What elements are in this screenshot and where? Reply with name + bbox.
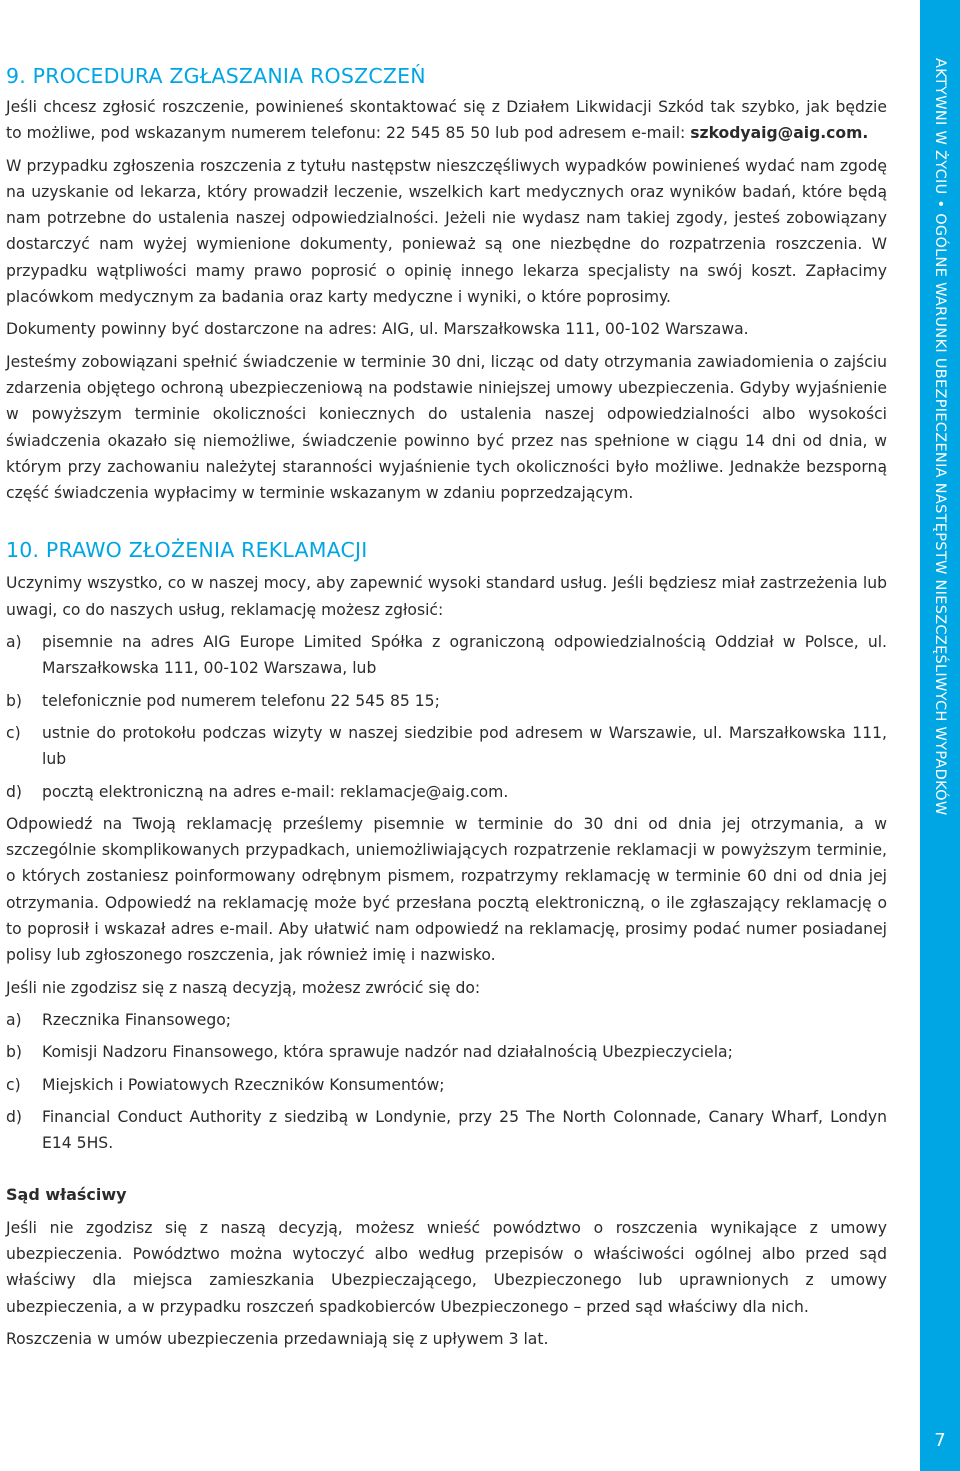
list-item [6, 1039, 887, 1065]
list-letter: b) [6, 691, 22, 710]
list-item [6, 720, 887, 773]
page-number: 7 [934, 1430, 946, 1451]
list-text: Komisji Nadzoru Finansowego, która sprawuje nadzór nad działalnością Ubezpieczyciela; [42, 1043, 733, 1062]
list-letter: a) [6, 1010, 22, 1029]
section-9-paragraph-2: W przypadku zgłoszenia roszczenia z tytułu następstw nieszczęśliwych wypadków powinieneś wydać nam zgodę na uzyskanie od lekarza, który prowadził leczenie, wszelkich kart medycznych oraz wyników badań, które będą nam potrzebne do ustalenia naszej odpowiedzialności. Jeżeli nie wydasz nam takiej zgody, jesteś zobowiązany dostarczyć nam wyżej wymienione dokumenty, ponieważ są one niezbędne do rozpatrzenia roszczenia. W przypadku wątpliwości mamy prawo poprosić o opinię innego lekarza specjalisty na swój koszt. Zapłacimy placówkom medycznym za badania oraz karty medyczne i wyniki, o które poprosimy. [6, 156, 887, 307]
section-10-intro: Uczynimy wszystko, co w naszej mocy, aby zapewnić wysoki standard usług. Jeśli będziesz miał zastrzeżenia lub uwagi, co do naszych usług, reklamację możesz zgłosić: [6, 574, 887, 619]
section-10-response-paragraph: Odpowiedź na Twoją reklamację prześlemy pisemnie w terminie do 30 dni od dnia jej otrzymania, a w szczególnie skomplikowanych przypadkach, uniemożliwiających rozpatrzenie reklamacji w powyższym terminie, o których zostaniesz poinformowany odrębnym pismem, rozpatrzymy reklamację w terminie 60 dni od dnia jej otrzymania. Odpowiedź na reklamację może być przesłana pocztą elektroniczną, o ile zgłaszający reklamację o to poprosił i wskazał adres e-mail. Aby ułatwić nam odpowiedź na reklamację, prosimy podać numer posiadanej polisy lub zgłoszonego roszczenia, jak również imię i nazwisko. [6, 814, 887, 965]
claims-email: szkodyaig@aig.com. [690, 124, 869, 143]
court-paragraph-2: Roszczenia w umów ubezpieczenia przedawniają się z upływem 3 lat. [6, 1329, 549, 1348]
section-9-paragraph-1 [6, 94, 887, 147]
appeal-bodies-list [6, 1007, 887, 1156]
list-letter: c) [6, 1075, 21, 1094]
list-text: telefonicznie pod numerem telefonu 22 545 85 15; [42, 691, 440, 710]
section-10-heading: 10. PRAWO ZŁOŻENIA REKLAMACJI [6, 538, 368, 563]
list-letter: d) [6, 782, 22, 801]
list-item [6, 779, 887, 805]
list-text: Financial Conduct Authority z siedzibą w Londynie, przy 25 The North Colonnade, Canary Wharf, Londyn E14 5HS. [42, 1107, 887, 1153]
list-text: Miejskich i Powiatowych Rzeczników Konsumentów; [42, 1075, 445, 1094]
list-text: pisemnie na adres AIG Europe Limited Spółka z ograniczoną odpowiedzialnością Oddział w Polsce, ul. Marszałkowska 111, 00-102 Warszawa, lub [42, 633, 887, 678]
list-text: pocztą elektroniczną na adres e-mail: reklamacje@aig.com. [42, 782, 509, 801]
section-9-paragraph-4: Jesteśmy zobowiązani spełnić świadczenie w terminie 30 dni, licząc od daty otrzymania zawiadomienia o zajściu zdarzenia objętego ochroną ubezpieczeniową na podstawie niniejszej umowy ubezpieczenia. Gdyby wyjaśnienie w powyższym terminie okoliczności koniecznych do ustalenia naszej odpowiedzialności albo wysokości świadczenia okazało się niemożliwe, świadczenie powinno być przez nas spełnione w ciągu 14 dni od dnia, w którym przy zachowaniu należytej staranności wyjaśnienie tych okoliczności było możliwe. Jednakże bezsporną część świadczenia wypłacimy w terminie wskazanym w zdaniu poprzedzającym. [6, 352, 887, 503]
paragraph-text: Jeśli chcesz zgłosić roszczenie, powinieneś skontaktować się z Działem Likwidacji Szkód tak szybko, jak będzie to możliwe, pod wskazanym numerem telefonu: 22 545 85 50 lub pod adresem e-mail: [6, 98, 887, 143]
court-heading: Sąd właściwy [6, 1185, 127, 1205]
list-item [6, 1072, 887, 1098]
court-paragraph-1: Jeśli nie zgodzisz się z naszą decyzją, możesz wnieść powództwo o roszczenia wynikające z umowy ubezpieczenia. Powództwo można wytoczyć albo według przepisów o właściwości ogólnej albo przed sąd właściwy dla miejsca zamieszkania Ubezpieczającego, Ubezpieczonego lub uprawnionych z umowy ubezpieczenia, a w przypadku roszczeń spadkobierców Ubezpieczonego – przed sąd właściwy dla nich. [6, 1218, 887, 1316]
list-text: Rzecznika Finansowego; [42, 1010, 232, 1029]
document-body [6, 62, 887, 1358]
section-9-paragraph-3: Dokumenty powinny być dostarczone na adres: AIG, ul. Marszałkowska 111, 00-102 Warszawa. [6, 320, 749, 339]
list-item [6, 629, 887, 682]
list-item [6, 1007, 887, 1033]
complaint-channels-list [6, 629, 887, 805]
section-10-disagree-paragraph: Jeśli nie zgodzisz się z naszą decyzją, możesz zwrócić się do: [6, 978, 481, 997]
section-9-heading: 9. PROCEDURA ZGŁASZANIA ROSZCZEŃ [6, 64, 426, 88]
list-text: ustnie do protokołu podczas wizyty w naszej siedzibie pod adresem w Warszawie, ul. Marszałkowska 111, lub [42, 723, 887, 769]
list-letter: c) [6, 723, 21, 742]
list-item [6, 688, 887, 714]
list-item [6, 1104, 887, 1157]
side-band-title: AKTYWNI W ŻYCIU • OGÓLNE WARUNKI UBEZPIECZENIA NASTĘPSTW NIESZCZĘŚLIWYCH WYPADKÓW [932, 58, 948, 816]
list-letter: a) [6, 633, 22, 652]
list-letter: d) [6, 1107, 22, 1126]
list-letter: b) [6, 1043, 22, 1062]
